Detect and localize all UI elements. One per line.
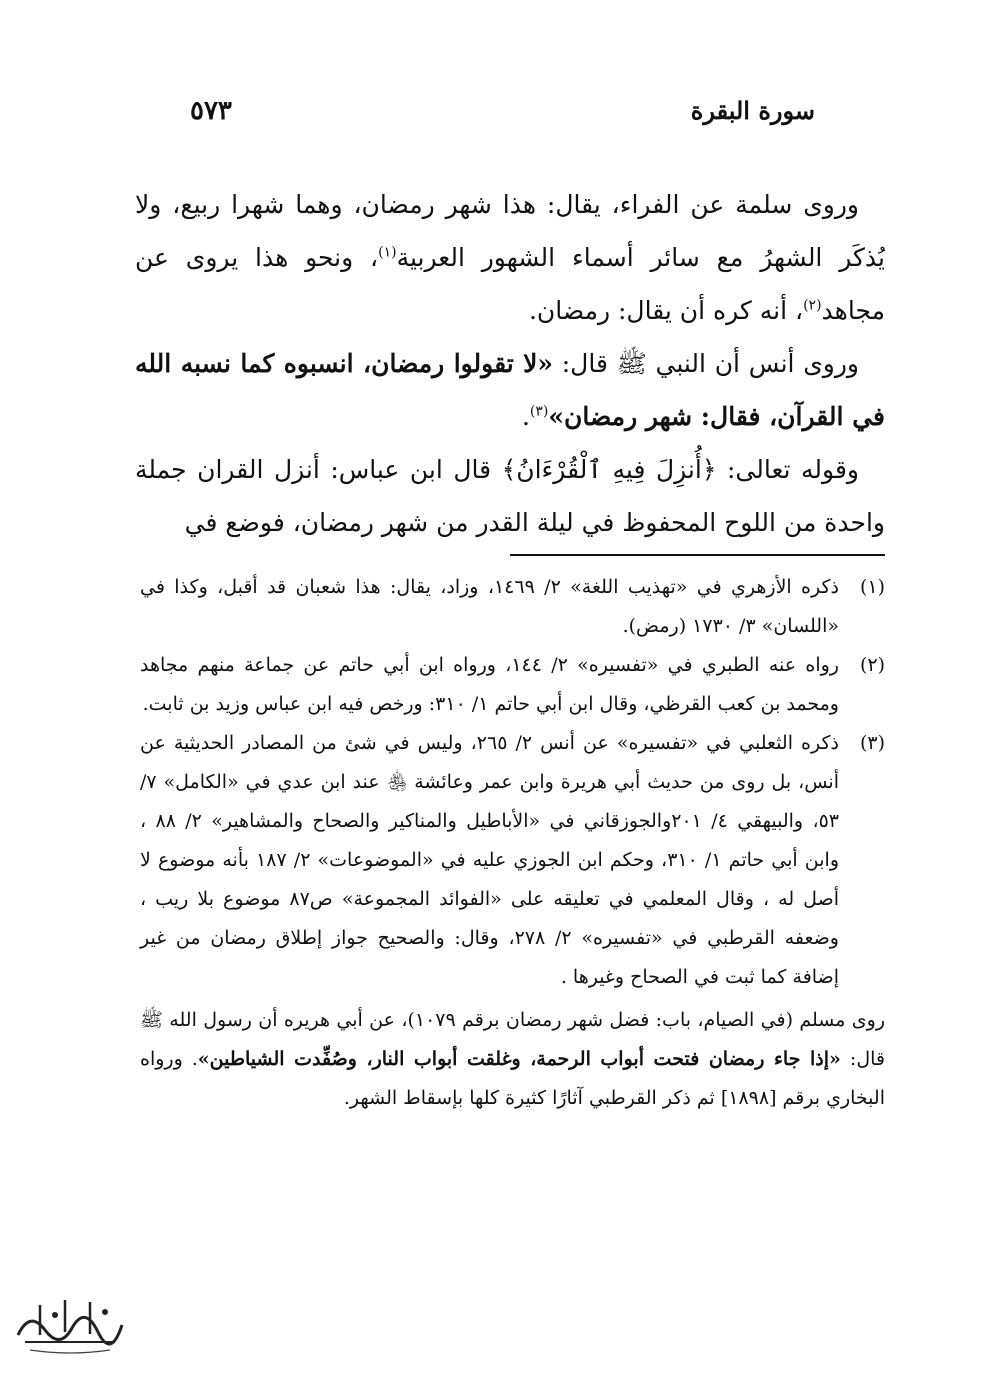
quran-verse: ﴿أُنزِلَ فِيهِ ٱلْقُرْءَانُ﴾ [501, 455, 717, 484]
paragraph-3 [135, 443, 885, 549]
footnote-ref-3: (٣) [529, 403, 549, 420]
footnote-number: (٢) [859, 654, 885, 676]
footnote-ref-2: (٢) [803, 297, 822, 314]
paragraph-1-text-b: ، ونحو هذا يروى عن مجاهد [135, 243, 885, 325]
additional-note [140, 1001, 885, 1118]
paragraph-1 [135, 178, 885, 337]
footnote-1 [140, 568, 885, 646]
page-number: ٥٧٣ [190, 96, 232, 126]
paragraph-1-text-a: وروى سلمة عن الفراء، يقال: هذا شهر رمضان، وهما شهرا ربيع، ولا يُذكَر الشهرُ مع سائر أسماء الشهور العربية [135, 190, 885, 272]
footnote-divider [510, 554, 885, 556]
footnote-ref-1: (١) [378, 244, 397, 261]
footnotes [140, 568, 885, 1118]
footnote-3 [140, 724, 885, 997]
paragraph-2-end: . [521, 402, 530, 431]
footnote-number: (١) [859, 576, 885, 598]
page-header [190, 96, 815, 136]
footnote-text: رواه عنه الطبري في «تفسيره» ٢/ ١٤٤، ورواه ابن أبي حاتم عن جماعة منهم مجاهد ومحمد بن كعب القرظي، وقال ابن أبي حاتم ١/ ٣١٠: ورخص فيه ابن عباس وزيد بن ثابت. [140, 654, 839, 715]
paragraph-2-text-a: وروى أنس أن النبي ﷺ قال: [553, 349, 859, 378]
additional-note-quote: «إذا جاء رمضان فتحت أبواب الرحمة، وغلقت أبواب النار، وصُفِّدت الشياطين» [197, 1048, 841, 1070]
surah-title: سورة البقرة [690, 96, 815, 125]
paragraph-2 [135, 337, 885, 443]
footnote-text: ذكره الأزهري في «تهذيب اللغة» ٢/ ١٤٦٩، وزاد، يقال: هذا شعبان قد أقبل، وكذا في «اللسان» ٣/ ١٧٣٠ (رمض). [140, 576, 839, 637]
paragraph-1-text-c: ، أنه كره أن يقال: رمضان. [528, 296, 804, 325]
paragraph-3-text-b: قال ابن عباس: أنزل القران جملة واحدة من اللوح المحفوظ في ليلة القدر من شهر رمضان، فوضع في [135, 455, 885, 537]
footnote-number: (٣) [859, 732, 885, 754]
library-stamp-logo [10, 1290, 130, 1360]
additional-note-text-a: روى مسلم (في الصيام، باب: فضل شهر رمضان برقم ١٠٧٩)، عن أبي هريره أن رسول الله ﷺ قال: [140, 1009, 886, 1070]
footnote-2 [140, 646, 885, 724]
hadith-quote: «لا تقولوا رمضان، انسبوه كما نسبه الله في القرآن، فقال: شهر رمضان» [135, 349, 885, 431]
footnote-text: ذكره الثعلبي في «تفسيره» عن أنس ٢/ ٢٦٥، وليس في شئ من المصادر الحديثية عن أنس، بل روى من حديث أبي هريرة وابن عمر وعائشة ﵃ عند ابن عدي في «الكامل» ٧/ ٥٣، والبيهقي ٤/ ٢٠١والجوزقاني في «الأباطيل والمناكير والصحاح والمشاهير» ٢/ ٨٨ ، وابن أبي حاتم ١/ ٣١٠، وحكم ابن الجوزي عليه في «الموضوعات» ٢/ ١٨٧ بأنه موضوع لا أصل له ، وقال المعلمي في تعليقه على «الفوائد المجموعة» ص٨٧ موضوع بلا ريب ، وضعفه القرطبي في «تفسيره» ٢/ ٢٧٨، وقال: والصحيح جواز إطلاق رمضان من غير إضافة كما ثبت في الصحاح وغيرها . [140, 732, 840, 988]
paragraph-3-text-a: وقوله تعالى: [716, 455, 859, 484]
additional-note-text-b: . ورواه البخاري برقم [١٨٩٨] ثم ذكر القرطبي آثارًا كثيرة كلها بإسقاط الشهر. [140, 1048, 885, 1109]
main-text [135, 178, 885, 549]
